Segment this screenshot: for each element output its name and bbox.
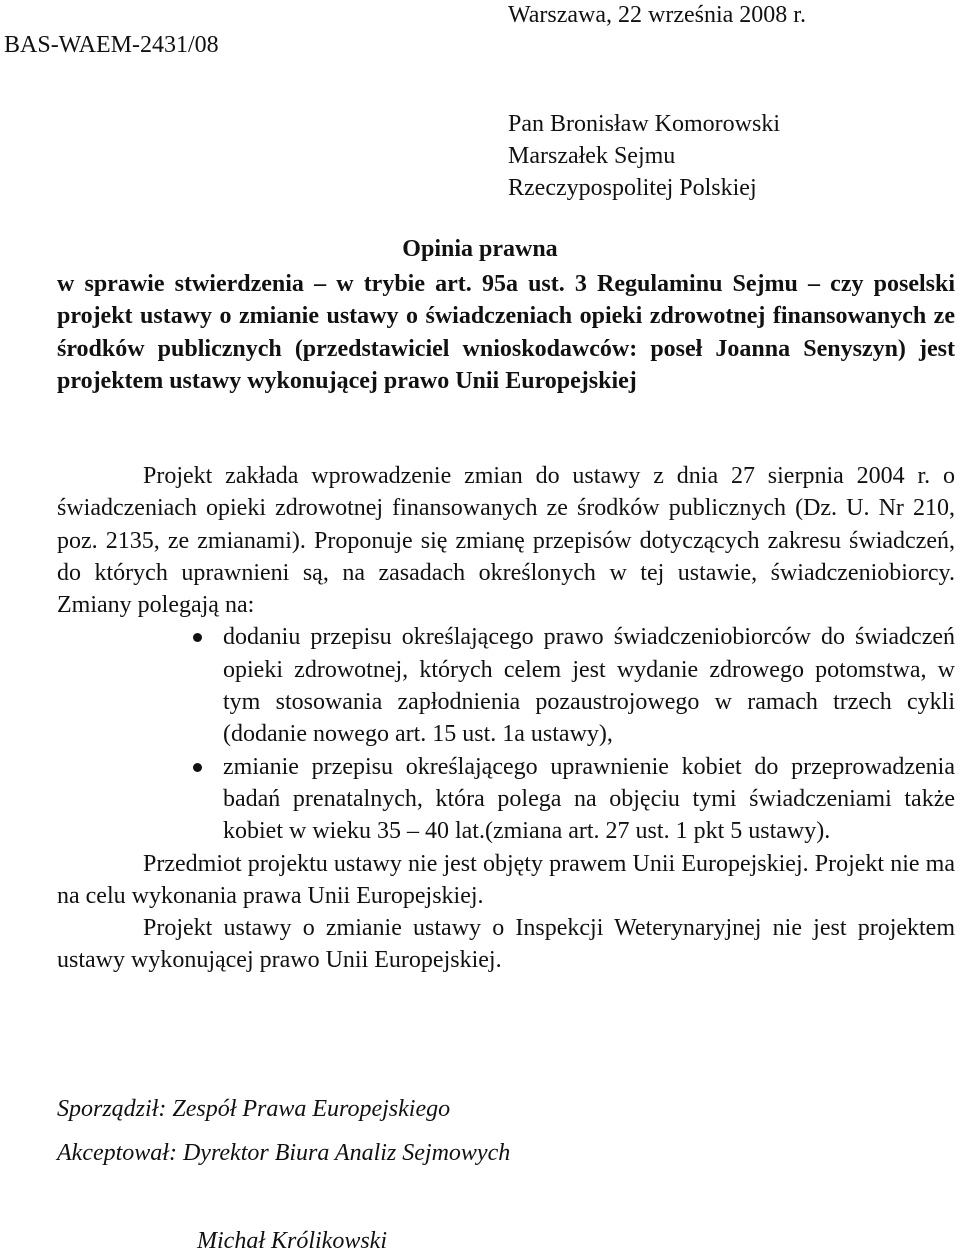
bullet-icon [193, 763, 202, 772]
document-date: Warszawa, 22 września 2008 r. [508, 2, 806, 28]
list-item-text: dodaniu przepisu określającego prawo świadczeniobiorców do świadczeń opieki zdrowotnej, których celem jest wydanie zdrowego potomstwa, w tym stosowania zapłodnienia pozaustrojowego w ramach trzech cykli (dodanie nowego art. 15 ust. 1a ustawy), [223, 624, 955, 748]
body-paragraph-intro: Projekt zakłada wprowadzenie zmian do ustawy z dnia 27 sierpnia 2004 r. o świadczeniach opieki zdrowotnej finansowanych ze środków publicznych (Dz. U. Nr 210, poz. 2135, ze zmianami). Proponuje się zmianę przepisów dotyczących zakresu świadczeń, do których uprawnieni są, na zasadach określonych w tej ustawie, świadczeniobiorcy. Zmiany polegają na: [57, 463, 955, 619]
signatory-name: Michał Królikowski [197, 1228, 387, 1254]
addressee-block [508, 108, 780, 204]
list-item-text: zmianie przepisu określającego uprawnienie kobiet do przeprowadzenia badań prenatalnych, która polega na objęciu tymi świadczeniami także kobiet w wieku 35 – 40 lat.(zmiana art. 27 ust. 1 pkt 5 ustawy). [223, 753, 955, 845]
changes-list [57, 621, 955, 847]
body-paragraph-conclusion: Przedmiot projektu ustawy nie jest objęty prawem Unii Europejskiej. Projekt nie ma na celu wykonania prawa Unii Europejskiej. [57, 850, 955, 909]
document-title: Opinia prawna [402, 236, 558, 262]
document-body [57, 460, 955, 977]
addressee-position: Marszałek Sejmu [508, 143, 676, 169]
document-reference: BAS-WAEM-2431/08 [4, 32, 219, 58]
bullet-icon [193, 633, 202, 642]
list-item [223, 751, 955, 848]
body-paragraph-second-project: Projekt ustawy o zmianie ustawy o Inspekcji Weterynaryjnej nie jest projektem ustawy wykonującej prawo Unii Europejskiej. [57, 915, 955, 974]
list-item [223, 621, 955, 750]
document-subject: w sprawie stwierdzenia – w trybie art. 95a ust. 3 Regulaminu Sejmu – czy poselski projekt ustawy o zmianie ustawy o świadczeniach opieki zdrowotnej finansowanych ze środków publicznych (przedstawiciel wnioskodawców: poseł Joanna Senyszyn) jest projektem ustawy wykonującej prawo Unii Europejskiej [57, 271, 955, 394]
addressee-name: Pan Bronisław Komorowski [508, 111, 780, 137]
addressee-institution: Rzeczypospolitej Polskiej [508, 175, 757, 201]
prepared-by-line: Sporządził: Zespół Prawa Europejskiego [57, 1096, 451, 1122]
accepted-by-line: Akceptował: Dyrektor Biura Analiz Sejmowych [57, 1140, 511, 1166]
